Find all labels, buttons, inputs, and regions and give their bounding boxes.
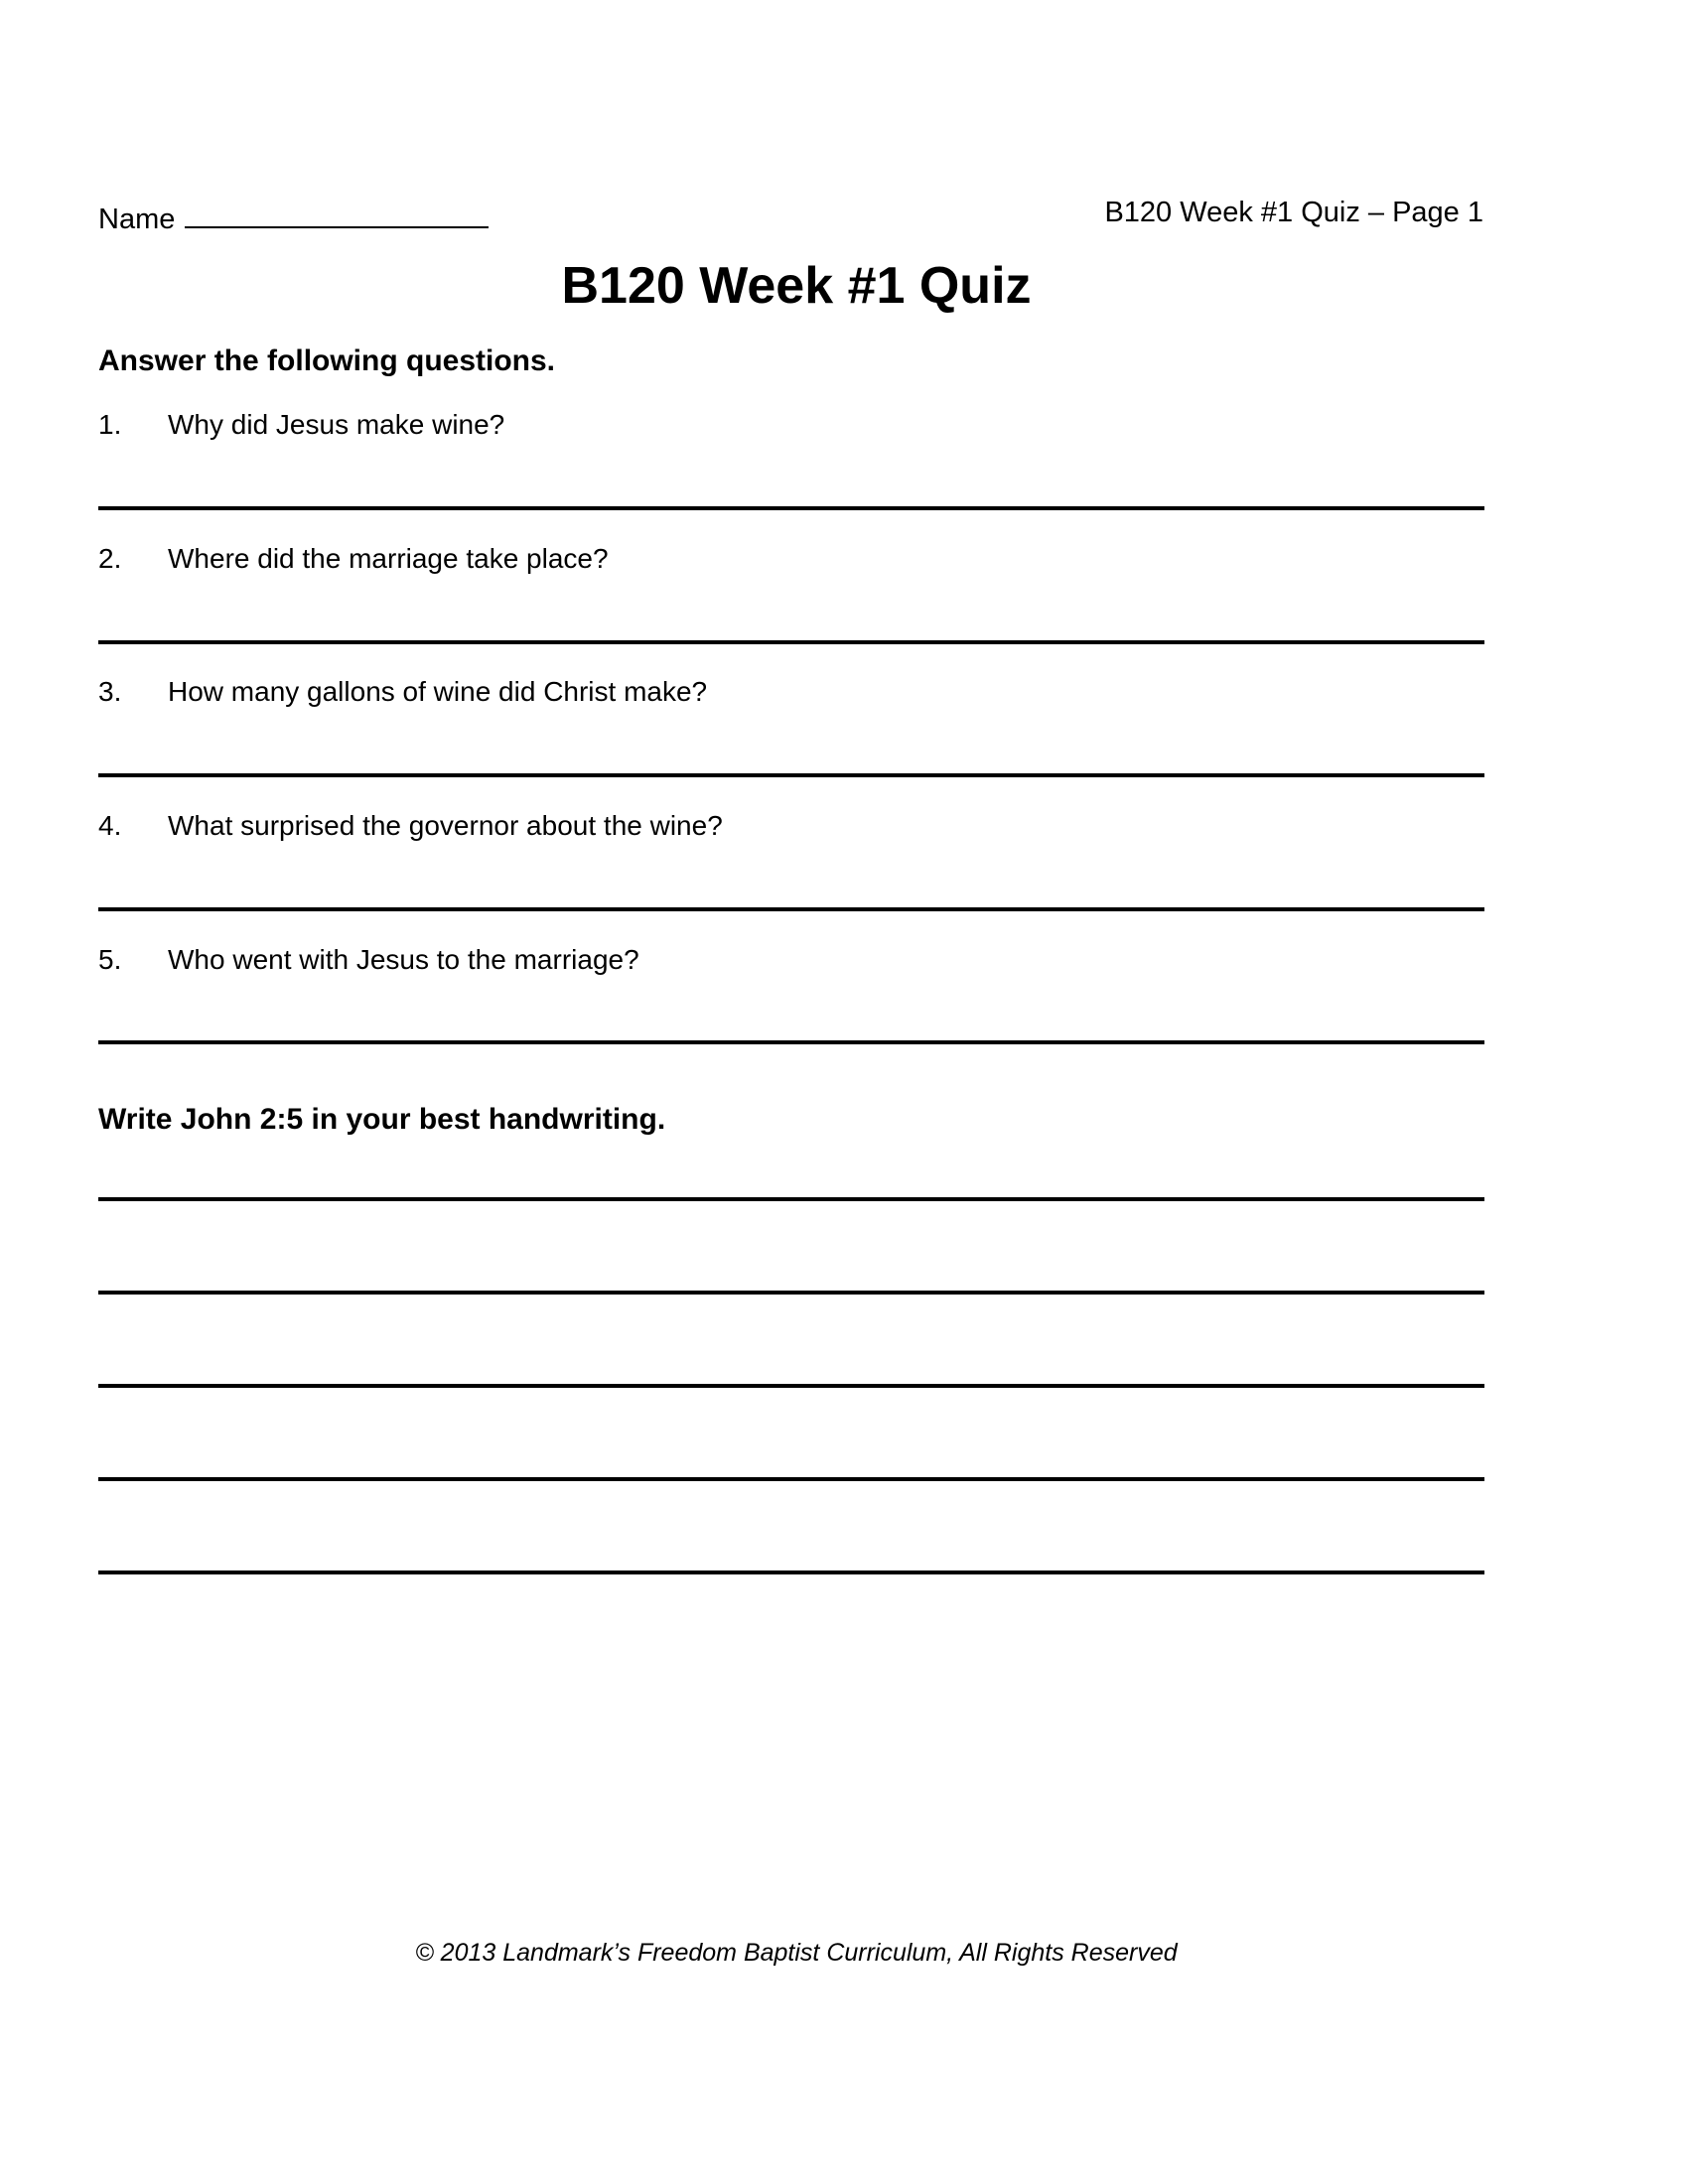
question-text: Who went with Jesus to the marriage? [168,944,639,975]
copyright-footer: © 2013 Landmark’s Freedom Baptist Curriculum, All Rights Reserved [415,1939,1178,1967]
handwriting-prompt: Write John 2:5 in your best handwriting. [98,1103,666,1136]
question-text: Where did the marriage take place? [168,543,609,574]
page-label: B120 Week #1 Quiz – Page 1 [1104,197,1483,228]
name-field[interactable] [98,197,489,236]
name-label: Name [98,204,176,235]
question-number: 5. [98,944,122,975]
handwriting-line[interactable] [98,1384,1484,1388]
question-number: 1. [98,409,122,440]
answer-line[interactable] [98,907,1484,911]
instructions-heading: Answer the following questions. [98,344,556,377]
answer-line[interactable] [98,1040,1484,1044]
answer-line[interactable] [98,506,1484,510]
answer-line[interactable] [98,773,1484,777]
quiz-title: B120 Week #1 Quiz [561,257,1032,315]
name-blank-line[interactable] [185,197,489,228]
handwriting-line[interactable] [98,1570,1484,1574]
question-text: What surprised the governor about the wine? [168,810,723,841]
question-number: 2. [98,543,122,574]
question-number: 3. [98,676,122,707]
question-text: Why did Jesus make wine? [168,409,505,440]
handwriting-line[interactable] [98,1197,1484,1201]
handwriting-line[interactable] [98,1477,1484,1481]
answer-line[interactable] [98,640,1484,644]
question-number: 4. [98,810,122,841]
question-text: How many gallons of wine did Christ make? [168,676,708,707]
handwriting-line[interactable] [98,1291,1484,1295]
